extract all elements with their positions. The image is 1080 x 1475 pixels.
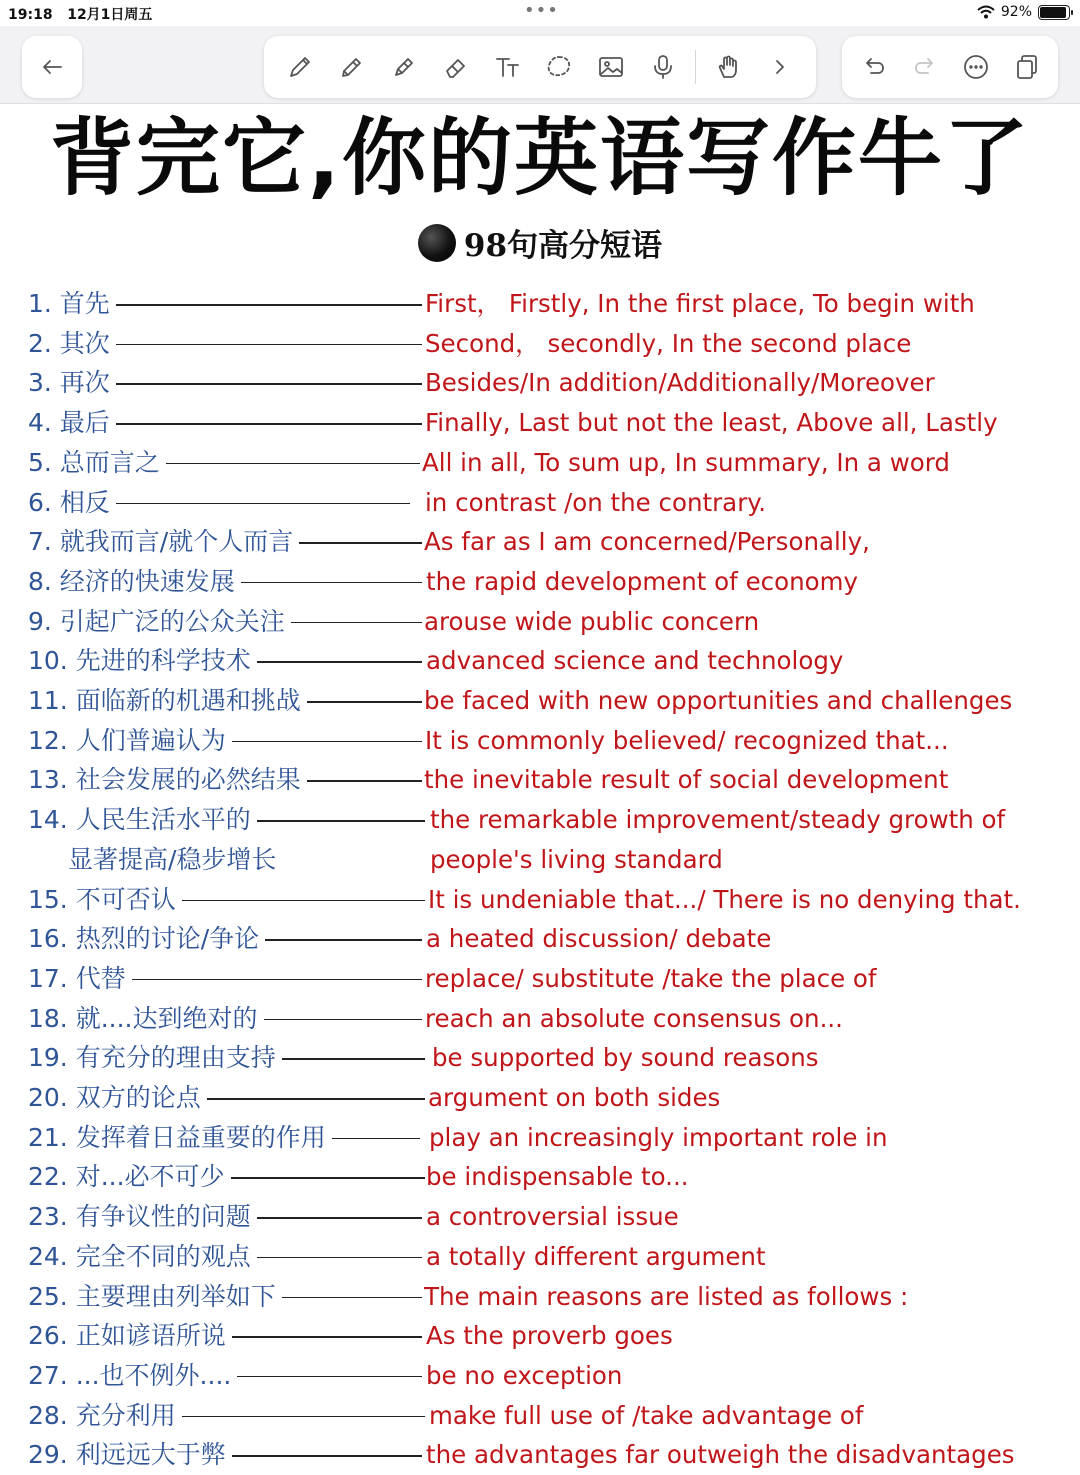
pages-icon[interactable] bbox=[1007, 47, 1047, 87]
chinese-phrase: 19. 有充分的理由支持 bbox=[28, 1038, 282, 1078]
english-phrase: the inevitable result of social development bbox=[424, 765, 949, 795]
list-item bbox=[0, 483, 1080, 523]
chinese-phrase: 7. 就我而言/就个人而言 bbox=[28, 522, 299, 562]
english-phrase: a totally different argument bbox=[426, 1241, 766, 1271]
chinese-phrase: 6. 相反 bbox=[28, 483, 116, 523]
english-phrase: Second， secondly, In the second place bbox=[425, 328, 912, 358]
tool-palette bbox=[264, 36, 816, 98]
status-time: 19:18 12月1日周五 bbox=[8, 7, 153, 23]
toolbar bbox=[0, 26, 1080, 104]
list-item bbox=[0, 1356, 1080, 1396]
list-item bbox=[0, 1078, 1080, 1118]
connector-line bbox=[282, 1058, 425, 1060]
english-phrase: make full use of /take advantage of bbox=[429, 1400, 864, 1430]
pen-icon[interactable] bbox=[280, 47, 320, 87]
english-phrase: Besides/In addition/Additionally/Moreover bbox=[425, 368, 935, 398]
pencil-icon[interactable] bbox=[332, 47, 372, 87]
connector-line bbox=[282, 1297, 422, 1299]
chinese-phrase: 18. 就....达到绝对的 bbox=[28, 999, 264, 1039]
list-item bbox=[0, 681, 1080, 721]
connector-line bbox=[264, 1019, 422, 1021]
english-phrase: replace/ substitute /take the place of bbox=[425, 963, 877, 993]
connector-line bbox=[116, 503, 410, 505]
more-icon[interactable] bbox=[956, 47, 996, 87]
subtitle-text: 98句高分短语 bbox=[463, 228, 663, 264]
connector-line bbox=[291, 622, 422, 624]
english-phrase: advanced science and technology bbox=[426, 646, 844, 676]
chinese-phrase: 23. 有争议性的问题 bbox=[28, 1197, 257, 1237]
english-phrase: arouse wide public concern bbox=[424, 606, 760, 636]
english-phrase: the remarkable improvement/steady growth of bbox=[430, 805, 1006, 835]
list-item bbox=[0, 1316, 1080, 1356]
connector-line bbox=[257, 1217, 422, 1219]
list-item bbox=[0, 602, 1080, 642]
chinese-phrase: 28. 充分利用 bbox=[28, 1396, 182, 1436]
chinese-phrase: 25. 主要理由列举如下 bbox=[28, 1277, 282, 1317]
list-item bbox=[0, 324, 1080, 364]
english-phrase: be faced with new opportunities and challenges bbox=[424, 686, 1013, 715]
connector-line bbox=[116, 423, 422, 425]
connector-line bbox=[231, 1177, 425, 1179]
connector-line bbox=[232, 1455, 422, 1457]
multitasking-dots-icon[interactable]: ••• bbox=[524, 0, 559, 21]
list-item bbox=[0, 1118, 1080, 1158]
chinese-phrase: 4. 最后 bbox=[28, 403, 116, 443]
connector-line bbox=[307, 701, 422, 703]
connector-line bbox=[116, 304, 422, 306]
english-phrase: The main reasons are listed as follows : bbox=[424, 1281, 909, 1311]
english-phrase: It is commonly believed/ recognized that... bbox=[425, 725, 949, 755]
chinese-phrase: 24. 完全不同的观点 bbox=[28, 1237, 257, 1277]
list-item bbox=[0, 1038, 1080, 1078]
connector-line bbox=[265, 939, 422, 941]
list-item bbox=[0, 403, 1080, 443]
list-item bbox=[0, 760, 1080, 800]
connector-line bbox=[166, 463, 420, 465]
connector-line bbox=[237, 1376, 422, 1378]
chinese-phrase: 27. ...也不例外.... bbox=[28, 1356, 237, 1396]
connector-line bbox=[182, 900, 425, 902]
english-phrase: be no exception bbox=[426, 1360, 623, 1390]
chinese-phrase: 13. 社会发展的必然结果 bbox=[28, 760, 307, 800]
list-item bbox=[0, 363, 1080, 403]
status-right bbox=[977, 4, 1070, 20]
chinese-phrase-continued: 显著提高/稳步增长 bbox=[68, 845, 277, 875]
connector-line bbox=[257, 820, 425, 822]
english-phrase: the rapid development of economy bbox=[426, 566, 859, 596]
list-item bbox=[0, 284, 1080, 324]
connector-line bbox=[116, 383, 422, 385]
lasso-icon[interactable] bbox=[539, 47, 579, 87]
english-phrase: All in all, To sum up, In summary, In a word bbox=[422, 447, 950, 477]
list-item bbox=[0, 800, 1080, 875]
undo-icon[interactable] bbox=[854, 47, 894, 87]
chinese-phrase: 20. 双方的论点 bbox=[28, 1078, 207, 1118]
english-phrase: the advantages far outweigh the disadvantages bbox=[426, 1440, 1015, 1470]
english-phrase: Finally, Last but not the least, Above all, Lastly bbox=[425, 408, 998, 438]
eraser-icon[interactable] bbox=[436, 47, 476, 87]
toolbar-divider bbox=[695, 50, 696, 84]
english-phrase: As far as I am concerned/Personally, bbox=[424, 527, 870, 557]
list-item bbox=[0, 522, 1080, 562]
chinese-phrase: 8. 经济的快速发展 bbox=[28, 562, 241, 602]
connector-line bbox=[182, 1416, 425, 1418]
action-group bbox=[842, 36, 1058, 98]
connector-line bbox=[257, 661, 422, 663]
chinese-phrase: 22. 对...必不可少 bbox=[28, 1157, 231, 1197]
list-item bbox=[0, 1237, 1080, 1277]
list-item bbox=[0, 562, 1080, 602]
chinese-phrase: 16. 热烈的讨论/争论 bbox=[28, 919, 265, 959]
connector-line bbox=[232, 741, 422, 743]
connector-line bbox=[116, 344, 422, 346]
microphone-icon[interactable] bbox=[643, 47, 683, 87]
connector-line bbox=[207, 1098, 425, 1100]
english-phrase: a controversial issue bbox=[426, 1202, 679, 1232]
english-phrase: As the proverb goes bbox=[426, 1321, 673, 1351]
document-page[interactable] bbox=[0, 104, 1080, 1470]
image-icon[interactable] bbox=[591, 47, 631, 87]
list-item bbox=[0, 721, 1080, 761]
english-phrase: in contrast /on the contrary. bbox=[425, 487, 767, 517]
chinese-phrase: 17. 代替 bbox=[28, 959, 132, 999]
chinese-phrase: 29. 利远远大于弊 bbox=[28, 1435, 232, 1475]
list-item bbox=[0, 880, 1080, 920]
list-item bbox=[0, 1277, 1080, 1317]
list-item bbox=[0, 959, 1080, 999]
hand-touch-icon[interactable] bbox=[708, 47, 748, 87]
document-subtitle bbox=[0, 220, 1080, 265]
list-item bbox=[0, 1396, 1080, 1436]
chinese-phrase: 11. 面临新的机遇和挑战 bbox=[28, 681, 307, 721]
wifi-icon bbox=[977, 5, 995, 19]
chinese-phrase: 26. 正如谚语所说 bbox=[28, 1316, 232, 1356]
english-phrase: be supported by sound reasons bbox=[432, 1043, 819, 1073]
chinese-phrase: 12. 人们普遍认为 bbox=[28, 721, 232, 761]
chinese-phrase: 9. 引起广泛的公众关注 bbox=[28, 602, 291, 642]
english-phrase: a heated discussion/ debate bbox=[426, 924, 772, 954]
status-bar bbox=[0, 0, 1080, 26]
english-phrase: argument on both sides bbox=[428, 1083, 721, 1112]
document-title: 背完它,你的英语写作牛了 bbox=[50, 109, 1030, 207]
list-item bbox=[0, 641, 1080, 681]
chinese-phrase: 3. 再次 bbox=[28, 363, 116, 403]
connector-line bbox=[257, 1257, 422, 1259]
chinese-phrase: 5. 总而言之 bbox=[28, 443, 166, 483]
redo-icon[interactable] bbox=[905, 47, 945, 87]
list-item bbox=[0, 443, 1080, 483]
connector-line bbox=[332, 1138, 420, 1140]
connector-line bbox=[307, 780, 422, 782]
list-item bbox=[0, 1435, 1080, 1475]
text-icon[interactable] bbox=[488, 47, 528, 87]
chinese-phrase: 10. 先进的科学技术 bbox=[28, 641, 257, 681]
english-phrase-continued: people's living standard bbox=[430, 845, 723, 875]
connector-line bbox=[132, 979, 422, 981]
list-item bbox=[0, 1197, 1080, 1237]
list-item bbox=[0, 999, 1080, 1039]
chinese-phrase: 15. 不可否认 bbox=[28, 880, 182, 920]
english-phrase: reach an absolute consensus on... bbox=[425, 1003, 843, 1033]
english-phrase: First， Firstly, In the first place, To begin with bbox=[425, 289, 975, 318]
english-phrase: be indispensable to... bbox=[426, 1162, 689, 1192]
connector-line bbox=[241, 582, 422, 584]
connector-line bbox=[232, 1336, 422, 1338]
chinese-phrase: 21. 发挥着日益重要的作用 bbox=[28, 1118, 332, 1158]
arrow-left-icon bbox=[32, 47, 72, 87]
battery-icon bbox=[1038, 5, 1070, 20]
chinese-phrase: 14. 人民生活水平的 bbox=[28, 800, 257, 840]
back-button[interactable] bbox=[22, 36, 82, 98]
chinese-phrase: 1. 首先 bbox=[28, 284, 116, 324]
bullet-icon bbox=[418, 224, 456, 262]
chinese-phrase: 2. 其次 bbox=[28, 324, 116, 364]
chevron-right-icon[interactable] bbox=[760, 47, 800, 87]
connector-line bbox=[299, 542, 422, 544]
english-phrase: It is undeniable that.../ There is no denying that. bbox=[428, 884, 1021, 914]
battery-percent: 92% bbox=[1000, 4, 1032, 20]
list-item bbox=[0, 919, 1080, 959]
marker-icon[interactable] bbox=[384, 47, 424, 87]
english-phrase: play an increasingly important role in bbox=[429, 1122, 888, 1152]
list-item bbox=[0, 1157, 1080, 1197]
